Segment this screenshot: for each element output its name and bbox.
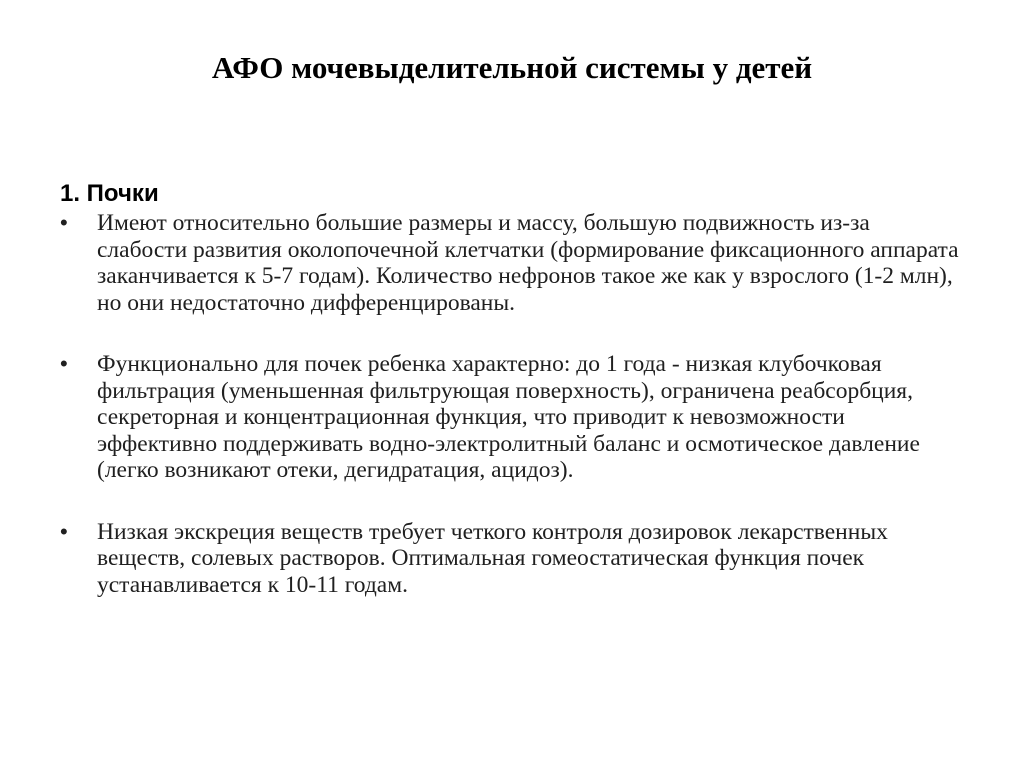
slide-title: АФО мочевыделительной системы у детей xyxy=(211,50,813,85)
bullet-marker: • xyxy=(60,210,68,235)
bullet-item-1 xyxy=(60,210,960,316)
bullet-text: Функционально для почек ребенка характерно: до 1 года - низкая клубочковая фильтрация (уменьшенная фильтрующая поверхность), ограничена реабсорбция, секреторная и концентрационная функция, что приводит к невозможности эффективно поддерживать водно-электролитный баланс и осмотическое давление (легко возникают отеки, дегидратация, ацидоз). xyxy=(97,351,920,483)
bullet-item-2 xyxy=(60,351,960,484)
bullet-list xyxy=(60,210,960,633)
bullet-marker: • xyxy=(60,351,68,376)
bullet-item-3 xyxy=(60,519,960,599)
bullet-text: Низкая экскреция веществ требует четкого контроля дозировок лекарственных веществ, солевых растворов. Оптимальная гомеостатическая функция почек устанавливается к 10-11 годам. xyxy=(97,518,888,598)
bullet-marker: • xyxy=(60,518,68,544)
bullet-text: Имеют относительно большие размеры и массу, большую подвижность из-за слабости развития околопочечной клетчатки (формирование фиксационного аппарата заканчивается к 5-7 годам). Количество нефронов такое же как у взрослого (1-2 млн), но они недостаточно дифференцированы. xyxy=(97,210,959,316)
section-heading: 1. Почки xyxy=(60,180,159,207)
